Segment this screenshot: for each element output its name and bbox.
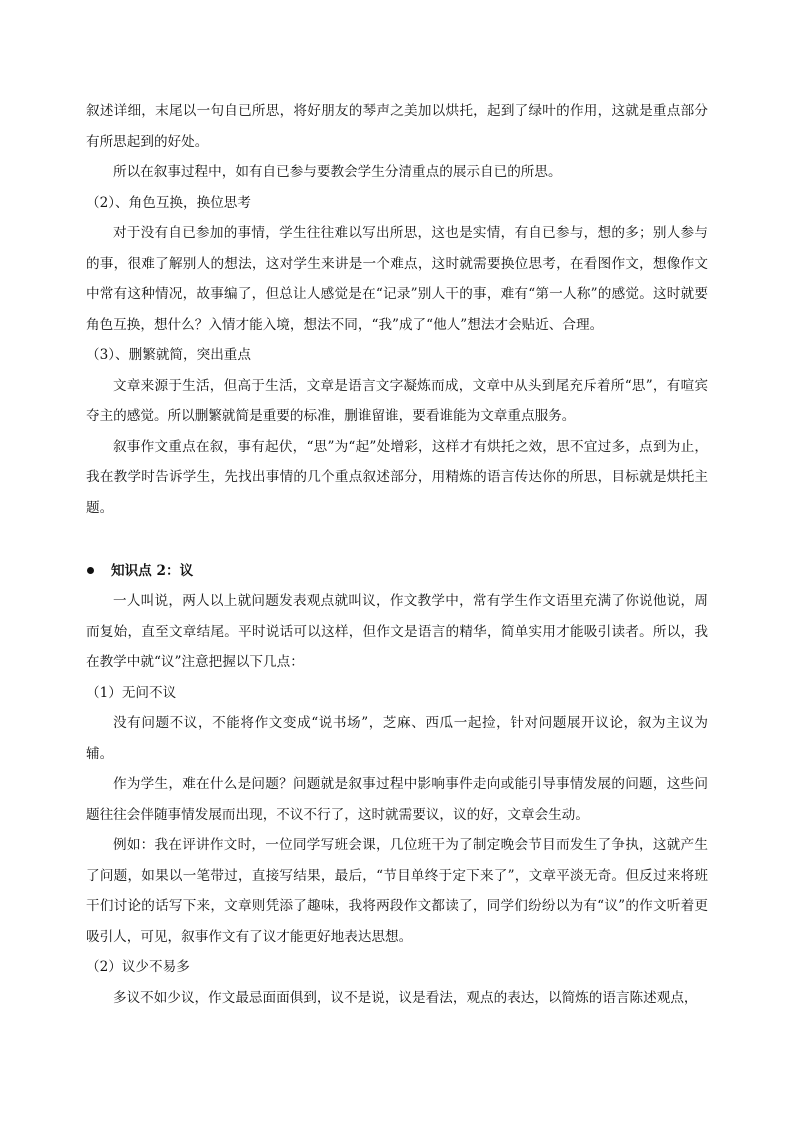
subheading-role-swap: （2）、角色互换，换位思考 bbox=[86, 194, 251, 211]
paragraph-narrative-focus: 叙事作文重点在叙，事有起伏，“思”为“起”处增彩，这样才有烘托之效，思不宜过多，点到为止，我在教学时告诉学生，先找出事情的几个重点叙述部分，用精炼的语言传达你的所思，目标就是烘托主题。 bbox=[86, 438, 708, 516]
paragraph-no-question: 没有问题不议，不能将作文变成“说书场”，芝麻、西瓜一起捡，针对问题展开议论，叙为主议为辅。 bbox=[86, 715, 708, 762]
paragraph-continuation: 叙述详细，末尾以一句自已所思，将好朋友的琴声之美加以烘托，起到了绿叶的作用，这就是重点部分有所思起到的好处。 bbox=[86, 103, 708, 150]
paragraph-discussion-intro: 一人叫说，两人以上就问题发表观点就叫议，作文教学中，常有学生作文语里充满了你说他说，周而复始，直至文章结尾。平时说话可以这样，但作文是语言的精华，简单实用才能吸引读者。所以，我在教学中就“议”注意把握以下几点： bbox=[86, 593, 708, 670]
paragraph-less-discussion: 多议不如少议，作文最忌面面俱到，议不是说，议是看法，观点的表达，以简炼的语言陈述观点， bbox=[113, 989, 698, 1006]
knowledge-point-label: 知识点 2：议 bbox=[111, 562, 194, 579]
subheading-no-question: （1）无问不议 bbox=[86, 684, 177, 701]
document-page bbox=[86, 96, 708, 1013]
section-spacer bbox=[86, 523, 708, 554]
paragraph-simplify: 文章来源于生活，但高于生活，文章是语言文字凝炼而成，文章中从头到尾充斥着所“思”，有喧宾夺主的感觉。所以删繁就简是重要的标准，删谁留谁，要看谁能为文章重点服务。 bbox=[86, 377, 708, 424]
bullet-dot-icon bbox=[87, 567, 94, 574]
subheading-less-discussion: （2）议少不易多 bbox=[86, 959, 190, 975]
paragraph-role-swap: 对于没有自已参加的事情，学生往往难以写出所思，这也是实情，有自已参与，想的多；别人参与的事，很难了解别人的想法，这对学生来讲是一个难点，这时就需要换位思考，在看图作文，想像作文中常有这种情况，故事编了，但总让人感觉是在“记录”别人干的事，难有“第一人称”的感觉。这时就要角色互换，想什么？入情才能入境，想法不同，“我”成了“他人”想法才会贴近、合理。 bbox=[86, 225, 708, 333]
paragraph-summary: 所以在叙事过程中，如有自已参与要教会学生分清重点的展示自已的所思。 bbox=[113, 164, 562, 180]
paragraph-what-is-question: 作为学生，难在什么是问题？问题就是叙事过程中影响事件走向或能引导事情发展的问题，这些问题往往会伴随事情发展而出现，不议不行了，这时就需要议，议的好，文章会生动。 bbox=[86, 776, 708, 823]
knowledge-point-heading bbox=[86, 556, 708, 587]
subheading-simplify: （3）、删繁就简，突出重点 bbox=[86, 347, 251, 363]
paragraph-example: 例如：我在评讲作文时，一位同学写班会课，几位班干为了制定晚会节目而发生了争执，这就产生了问题，如果以一笔带过，直接写结果，最后，“节目单终于定下来了”，文章平淡无奇。但反过来将班干们讨论的话写下来，文章则凭添了趣味，我将两段作文都读了，同学们纷纷以为有“议”的作文听着更吸引人，可见，叙事作文有了议才能更好地表达思想。 bbox=[86, 837, 708, 945]
